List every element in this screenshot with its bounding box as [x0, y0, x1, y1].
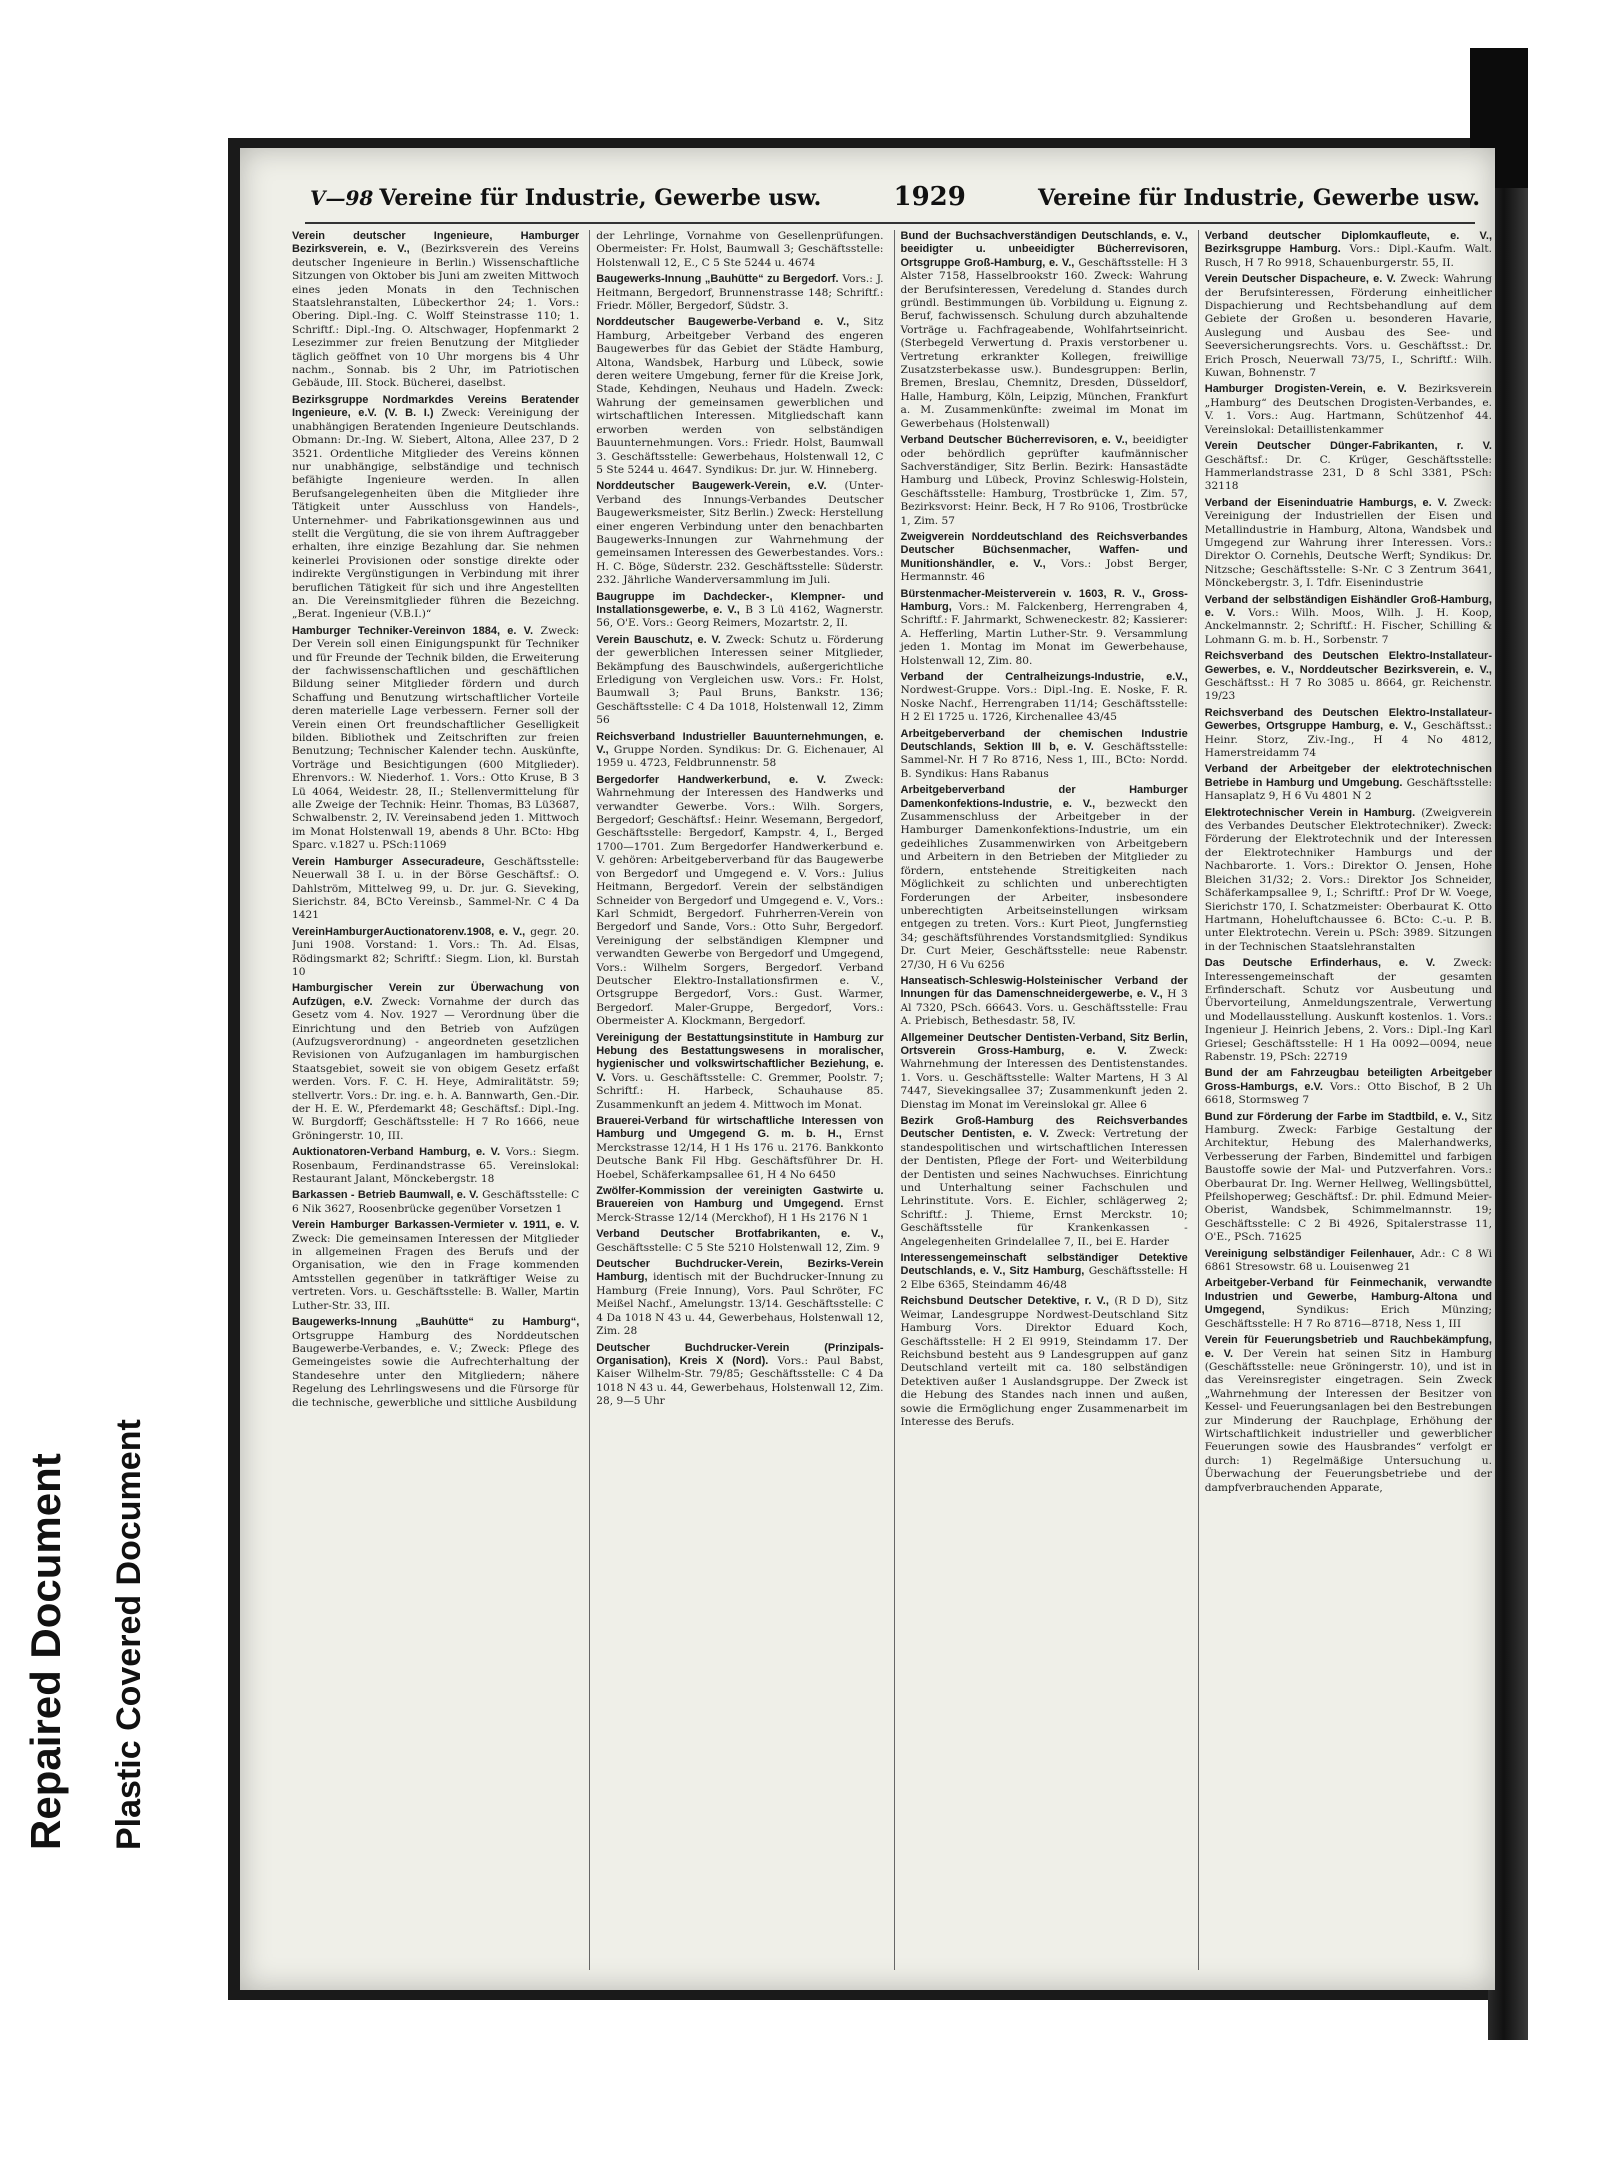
running-title-right: Vereine für Industrie, Gewerbe usw. [1038, 185, 1480, 211]
directory-entry [1205, 1248, 1492, 1275]
entry-title: Verband Deutscher Bücherrevisoren, e. V., [900, 434, 1128, 447]
directory-entry [901, 975, 1188, 1029]
entry-title: Verein Deutscher Dünger-Fabrikanten, r. V. [1204, 440, 1492, 453]
entry-body: Geschäftsstelle: Neuerwall 38 I. u. in der Börse Geschäftsf.: O. Dahlström, Mittelweg 99, u. Dr. jur. G. Sieveking, Sierichstr. 84, BCto Vereinsb., Sammel-Nr. C 4 Da 1421 [292, 855, 580, 922]
entry-body: B 3 Lü 4162, Wagnerstr. 56, O'E. Vors.: Georg Reimers, Mozartstr. 2, II. [596, 603, 884, 630]
entry-title: Norddeutscher Baugewerbe-Verband e. V., [596, 316, 850, 329]
entry-title: Norddeutscher Baugewerk-Verein, e.V. [596, 480, 827, 493]
entry-body: Vors.: J. Heitmann, Bergedorf, Brunnenstrasse 148; Schriftf.: Friedr. Möller, Bergedorf, Südstr. 3. [596, 273, 884, 313]
directory-entry [596, 774, 883, 1029]
directory-entry [596, 1115, 883, 1182]
entry-body: Geschäftsst.: H 7 Ro 3085 u. 8664, gr. Reichenstr. 19/23 [1204, 677, 1492, 703]
directory-entry [901, 1295, 1188, 1429]
directory-entry [1205, 1111, 1492, 1245]
column-3 [894, 230, 1188, 1970]
directory-entry [901, 531, 1188, 585]
entry-body: Geschäftsstelle: Hansaplatz 9, H 6 Vu 4801 N 2 [1204, 776, 1492, 803]
entry-body: H 3 Al 7320, PSch. 66643. Vors. u. Geschäftsstelle: Frau A. Priebisch, Bethesdastr. 58, IV. [900, 988, 1188, 1028]
entry-title: Deutscher Buchdrucker-Verein (Prinzipals-Organisation), Kreis X (Nord). [596, 1341, 884, 1367]
directory-entry [1205, 383, 1492, 437]
entry-title: Verband der Arbeitgeber der elektrotechnischen Betriebe in Hamburg und Umgebung. [1204, 763, 1492, 789]
entry-body: beeidigter oder behördlich geprüfter kaufmännischer Sachverständiger, Sitz Berlin. Bezirk: Hansastädte Hamburg und Lübeck, Provinz Schleswig-Holstein, Geschäftsstelle: Hamburg, Trostbrücke 1, Zim. 57, Bezirksvorst: Heinr. Beck, H 7 Ro 9106, Trostbrücke 1, Zim. 57 [900, 434, 1188, 527]
directory-entry [1205, 273, 1492, 380]
column-1 [292, 230, 579, 1970]
entry-title: Reichsverband des Deutschen Elektro-Installateur-Gewerbes, Ortsgruppe Hamburg, e. V., [1204, 706, 1492, 733]
directory-entry [901, 434, 1188, 528]
entry-title: Das Deutsche Erfinderhaus, e. V. [1204, 957, 1436, 970]
entry-title: Baugewerks-Innung „Bauhütte“ zu Bergedorf. [596, 273, 839, 286]
entry-body: Zweck: Vornahme der durch das Gesetz vom 4. Nov. 1927 — Verordnung über die Einrichtung und den Betrieb von Aufzügen (Aufzugsverordnung) - angeordneten gesetzlichen Revisionen von Aufzuganlagen im hamburgischen Staatsgebiet, soweit sie von obigem Gesetz erfaßt werden. Vors. F. C. H. Heye, Admiralitätstr. 59; stellvertr. Vors.: Dr. ing. e. h. A. Bannwarth, Gen.-Dir. der H. E. W., Pferdemarkt 48; Geschäftsf.: Dipl.-Ing. W. Burgdorff; Geschäftsstelle: H 7 Ro 1666, neue Gröningerstr. 10, III. [292, 995, 580, 1142]
entry-body: (Unter-Verband des Innungs-Verbandes Deutscher Baugewerksmeister, Sitz Berlin.) Zweck: Herstellung einer engeren Verbindung unter den benachbarten Baugewerks-Innungen zur Wahrnehmung der gemeinsamen Interessen des Gewerbestandes. Vors.: H. C. Böge, Süderstr. 232. Geschäftsstelle: Süderstr. 232. Jährliche Wanderversammlung im Juli. [596, 480, 884, 587]
entry-body: identisch mit der Buchdrucker-Innung zu Hamburg (Freie Innung), Vors. Paul Schröter, FC Meißel Nachf., Amelungstr. 13/14. Geschäftsstelle: C 4 Da 1018 N 43 u. 44, Gewerbehaus, Holstenwall 12, Zim. 28 [596, 1271, 884, 1338]
entry-title: Arbeitgeberverband der Hamburger Damenkonfektions-Industrie, e. V., [900, 784, 1188, 810]
entry-body: (Zweigverein des Verbandes Deutscher Elektrotechniker). Zweck: Förderung der Elektrotechnik und der Interessen der Elektrotechniker Hamburgs und der Nachbarorte. 1. Vors.: Direktor O. Jensen, Hohe Bleichen 31/32; 2. Vors.: Direktor Jos Schneider, Schäferkampsallee 9, I.; Schriftf.: Prof Dr W. Voege, Sierichstr 170, I. Schatzmeister: Oberbaurat K. Otto Hartmann, Hoheluftchaussee 6. BCto: C.-u. P. B. unter Elektrotechn. Verein u. PSch: 3989. Sitzungen in der Technischen Staatslehranstalten [1204, 806, 1492, 953]
entry-body: Zweck: Wahrung der Berufsinteressen, Förderung einheitlicher Dispachierung und Rechtsbehandlung auf dem Gebiete der Großen u. besonderen Havarie, Auslegung und Ausbau des See- und Seeversicherungsrechts. Vors. u. Geschäftsst.: Dr. Erich Prosch, Neuerwall 73/75, I., Schriftf.: Wilh. Kuwan, Bohnenstr. 7 [1204, 273, 1492, 380]
year-heading: 1929 [893, 182, 966, 212]
directory-entry [1205, 807, 1492, 954]
entry-title: Bezirk Groß-Hamburg des Reichsverbandes Deutscher Dentisten, e. V. [900, 1115, 1188, 1141]
entry-body: gegr. 20. Juni 1908. Vorstand: 1. Vors.: Th. Ad. Elsas, Rödingsmarkt 82; Schriftf.: Siegm. Lion, kl. Burstah 10 [292, 925, 580, 978]
entry-body: Der Verein hat seinen Sitz in Hamburg (Geschäftsstelle: neue Gröningerstr. 10), und ist in das Vereinsregister eingetragen. Sein Zweck „Wahrnehmung der Interessen der Besitzer von Kessel- und Feuerungsanlagen bei den Bestrebungen zur Minderung der Rauchplage, Erhöhung der Wirtschaftlichkeit industrieller und gewerblicher Feuerungen sowie des Hausbrandes“ verfolgt er durch: 1) Regelmäßige Untersuchung u. Überwachung der Feuerungsbetriebe und der dampfverbrauchenden Apparate, [1204, 1347, 1492, 1494]
entry-title: Arbeitgeberverband der chemischen Industrie Deutschlands, Sektion III b, e. V. [900, 727, 1188, 754]
directory-entry [596, 1342, 883, 1409]
entry-title: Deutscher Buchdrucker-Verein, Bezirks-Verein Hamburg, [596, 1258, 884, 1284]
entry-title: Allgemeiner Deutscher Dentisten-Verband, Sitz Berlin, Ortsverein Gross-Hamburg, e. V. [900, 1031, 1188, 1057]
entry-title: VereinHamburgerAuctionatorenv.1908, e. V., [292, 925, 526, 938]
directory-entry [596, 1258, 883, 1338]
entry-body: Vors.: Paul Babst, Kaiser Wilhelm-Str. 79/85; Geschäftsstelle: C 4 Da 1018 N 43 u. 44, Gewerbehaus, Holstenwall 12, Zim. 28, 9—5 Uhr [596, 1354, 884, 1408]
entry-title: Baugruppe im Dachdecker-, Klempner- und Installationsgewerbe, e. V., [596, 590, 884, 616]
entry-title: Bund der am Fahrzeugbau beteiligten Arbeitgeber Gross-Hamburgs, e.V. [1204, 1067, 1492, 1093]
entry-body: Geschäftsstelle: C 5 Ste 5210 Holstenwall 12, Zim. 9 [596, 1241, 880, 1254]
directory-entry [596, 634, 883, 728]
directory-entry [1205, 763, 1492, 803]
entry-body: Ernst Merckstrasse 12/14, H 1 Hs 176 u. 2176. Bankkonto Deutsche Bank Fil Hbg. Geschäftsführer Dr. H. Hoebel, Schäferkampsallee 61, H 4 No 6450 [596, 1128, 884, 1181]
entry-body: Zweck: Die gemeinsamen Interessen der Mitglieder in allgemeinen Fragen des Berufs und der Organisation, wie den in Frage kommenden Amtsstellen gegenüber in tatkräftiger Weise zu vertreten. Vors. u. Geschäftsstelle: B. Waller, Martin Luther-Str. 33, III. [292, 1232, 580, 1312]
entry-body: (R D D), Sitz Weimar, Landesgruppe Nordwest-Deutschland Sitz Hamburg Vors. Direktor Eduard Koch, Geschäftsstelle: H 2 El 9919, Steindamm 17. Der Reichsbund besteht aus 9 Landesgruppen auf ganz Deutschland verteilt mit ca. 180 selbständigen Detektiven außer 1 Auslandsgruppe. Der Zweck ist die Hebung des Standes nach innen und außen, sowie die Ermöglichung enger Zusammenarbeit im Interesse des Berufs. [900, 1295, 1188, 1428]
plastic-covered-stamp: Plastic Covered Document [110, 1419, 148, 1850]
entry-title: Bund der Buchsachverständigen Deutschlands, e. V., beeidigter u. unbeeidigter Bücherrevisoren, Ortsgruppe Groß-Hamburg, e. V., [900, 230, 1188, 269]
entry-title: Verband Deutscher Brotfabrikanten, e. V., [596, 1228, 884, 1241]
entry-body: Zweck: Der Verein soll einen Einigungspunkt für Techniker und für Freunde der Technik bilden, die Erweiterung der fachwissenschaftlichen und geschäftlichen Bildung seiner Mitglieder fördern und durch Schaffung und Benutzung wirtschaftlicher Vorteile deren materielle Lage verbessern. Ferner soll der Verein einen Ort freundschaftlicher Geselligkeit bilden. Bibliothek und Zeitschriften zur freien Benutzung; Technischer Kalender techn. Auskünfte, Vorträge und Besichtigungen (600 Mitglieder). Ehrenvors.: W. Niederhof. 1. Vors.: Otto Kruse, B 3 Lü 4064, Weidestr. 28, II.; Stellenvermittelung für alle Zweige der Technik: Heinr. Thomas, B3 Lü3687, Schwalbenstr. 2, IV. Vereinsabend jeden 1. Mittwoch im Monat Holstenwall 19, abends 8 Uhr. BCto: Hbg Sparc. v.1827 u. PSch:11069 [292, 624, 580, 852]
directory-entry [901, 1115, 1188, 1249]
entry-body: Zweck: Vertretung der standespolitischen und wirtschaftlichen Interessen der Dentisten, Pflege der Fort- und Weiterbildung der Dentisten und seines Nachwuchses. Einrichtung und Unterhaltung seiner Fachschulen und Lehrinstitute. Vors. E. Eichler, schlägerweg 2; Schriftf.: J. Thieme, Ernst Merckstr. 10; Geschäftsstelle für Krankenkassen - Angelegenheiten Grindelallee 7, II., bei E. Harder [900, 1128, 1188, 1248]
entry-title: Barkassen - Betrieb Baumwall, e. V. [292, 1189, 479, 1202]
directory-entry [596, 480, 883, 587]
entry-body: Ernst Merck-Strasse 12/14 (Merckhof), H 1 Hs 2176 N 1 [596, 1198, 884, 1224]
directory-entry [596, 316, 883, 477]
directory-entry [292, 982, 579, 1143]
entry-body: Nordwest-Gruppe. Vors.: Dipl.-Ing. E. Noske, F. R. Noske Nachf., Herrengraben 11/14; Geschäftsstelle: H 2 El 1725 u. 1726, Kirchenallee 43/45 [900, 684, 1188, 724]
entry-body: bezweckt den Zusammenschluss der Arbeitgeber in der Hamburger Damenkonfektions-Industrie, um ein gedeihliches Zusammenwirken von Arbeitgebern und Arbeitern in den Betrieben der Mitglieder zu fördern, entstehende Streitigkeiten nach Möglichkeit zu schlichten und unberechtigten Forderungen der Arbeiter, insbesondere unberechtigten Arbeitseinstellungen wirksam entgegen zu treten. Vors.: Kurt Pieot, Jungfernstieg 34; geschäftsführendes Vorstandsmitglied: Syndikus Dr. Curt Meier, Geschäftsstelle: neue Rabenstr. 27/30, H 6 Vu 6256 [900, 797, 1188, 971]
entry-body: Zweck: Schutz u. Förderung der gewerblichen Interessen seiner Mitglieder, Bekämpfung des Bauschwindels, außergerichtliche Erledigung von Vergleichen usw. Vors.: Fr. Holst, Baumwall 3; Paul Bruns, Bankstr. 136; Geschäftsstelle: C 4 Da 1018, Holstenwall 12, Zimm 56 [596, 633, 884, 727]
entry-title: Interessengemeinschaft selbständiger Detektive Deutschlands, e. V., Sitz Hamburg, [900, 1252, 1188, 1278]
entry-title: Verein Deutscher Dispacheure, e. V. [1204, 273, 1396, 286]
entry-title: Brauerei-Verband für wirtschaftliche Interessen von Hamburg und Umgegend G. m. b. H., [596, 1115, 884, 1141]
directory-entry [292, 230, 579, 391]
text-columns [292, 230, 1492, 1970]
directory-entry [901, 784, 1188, 972]
entry-body: Geschäftsstelle: C 6 Nik 3627, Roosenbrücke gegenüber Vorsetzen 1 [292, 1189, 580, 1215]
entry-title: Hanseatisch-Schleswig-Holsteinischer Verband der Innungen für das Damenschneidergewerbe, e. V., [900, 974, 1188, 1001]
entry-body: Syndikus: Erich Münzing; Geschäftsstelle: H 7 Ro 8716—8718, Ness 1, III [1204, 1304, 1492, 1330]
entry-title: Hamburger Drogisten-Verein, e. V. [1204, 383, 1407, 396]
directory-entry [901, 588, 1188, 668]
entry-title: Verband deutscher Diplomkaufleute, e. V., Bezirksgruppe Hamburg. [1204, 230, 1492, 256]
directory-entry [596, 1228, 883, 1255]
repaired-document-stamp: Repaired Document [22, 1453, 69, 1850]
directory-entry [596, 1032, 883, 1112]
directory-entry [901, 728, 1188, 782]
entry-body: Zweck: Interessengemeinschaft der gesamten Erfinderschaft. Schutz vor Ausbeutung und Übervorteilung, Anmeldungszentrale, Verwertung und Modellausstellung. Auskunft kostenlos. 1. Vors.: Ingenieur J. Heinrich Jebens, 2. Vors.: Dipl.-Ing Karl Griesel; Geschäftsstelle: H 1 Ha 0092—0094, neue Rabenstr. 19, PSch: 22719 [1204, 957, 1492, 1063]
entry-body: Vors.: Otto Bischof, B 2 Uh 6618, Stormsweg 7 [1204, 1080, 1492, 1107]
directory-entry [596, 591, 883, 631]
directory-entry [292, 1189, 579, 1216]
directory-entry [292, 625, 579, 853]
entry-body: Vors.: Jobst Berger, Hermannstr. 46 [900, 557, 1188, 584]
entry-title: Verband der Centralheizungs-Industrie, e.V., [900, 671, 1188, 683]
column-4 [1198, 230, 1492, 1970]
entry-body: der Lehrlinge, Vornahme von Gesellenprüfungen. Obermeister: Fr. Holst, Baumwall 3; Geschäftsstelle: Holstenwall 12, E., C 5 Ste 5244 u. 4674 [596, 230, 884, 269]
entry-title: Hamburgischer Verein zur Überwachung von Aufzügen, e.V. [292, 982, 580, 1008]
directory-entry [1205, 650, 1492, 704]
column-2 [589, 230, 883, 1970]
entry-title: Zweigverein Norddeutschland des Reichsverbandes Deutscher Büchsenmacher, Waffen- und Munitionshändler, e. V., [900, 530, 1188, 570]
directory-entry [596, 731, 883, 771]
entry-title: Vereinigung selbständiger Feilenhauer, [1204, 1247, 1415, 1260]
entry-title: Bezirksgruppe Nordmarkdes Vereins Beratender Ingenieure, e.V. (V. B. I.) [292, 393, 580, 420]
entry-title: Verband der Eiseninduatrie Hamburgs, e. V. [1204, 496, 1448, 509]
entry-title: Bürstenmacher-Meisterverein v. 1603, R. V., Gross-Hamburg, [900, 587, 1188, 613]
entry-title: Baugewerks-Innung „Bauhütte“ zu Hamburg“, [292, 1316, 580, 1329]
entry-title: Bund zur Förderung der Farbe im Stadtbild, e. V., [1204, 1110, 1468, 1123]
entry-title: Verein Bauschutz, e. V. [596, 633, 721, 646]
directory-entry [292, 1316, 579, 1410]
entry-title: Reichsverband des Deutschen Elektro-Installateur-Gewerbes, e. V., Norddeutscher Bezirksverein, e. V., [1204, 650, 1492, 676]
entry-body: Geschäftsf.: Dr. C. Krüger, Geschäftsstelle: Hammerlandstrasse 231, D 8 Schl 3381, PSch: 32118 [1204, 453, 1492, 493]
directory-entry [596, 230, 883, 270]
header-rule [305, 222, 1475, 224]
entry-title: Elektrotechnischer Verein in Hamburg. [1204, 806, 1416, 819]
directory-entry [1205, 707, 1492, 761]
entry-body: Zweck: Vereinigung der Industriellen der Eisen und Metallindustrie in Hamburg, Altona, Wandsbek und Umgegend zur Wahrung ihrer Interessen. Vors.: Direktor O. Cornehls, Deutsche Werft; Syndikus: Dr. Nitzsche; Geschäftsstelle: S-Nr. C 3 Zentrum 3641, Mönckebergstr. 3, I. Tdfr. Eisenindustrie [1204, 496, 1492, 590]
entry-title: Verein Hamburger Assecuradeure, [292, 855, 485, 868]
directory-entry [1205, 1334, 1492, 1495]
entry-body: Bezirksverein „Hamburg“ des Deutschen Drogisten-Verbandes, e. V. 1. Vors.: Aug. Hartmann, Schützenhof 44. Vereinslokal: Detaillistenkammer [1204, 383, 1492, 436]
page-number: V—98 [310, 186, 374, 210]
entry-body: Vors.: Wilh. Moos, Wilh. J. H. Koop, Anckelmannstr. 2; Schriftf.: H. Fischer, Schilling & Lohmann G. m. b. H., Sorbenstr. 7 [1204, 606, 1492, 646]
entry-title: Hamburger Techniker-Vereinvon 1884, e. V. [292, 624, 534, 637]
directory-entry [1205, 1067, 1492, 1107]
entry-body: Geschäftsstelle: H 3 Alster 7158, Hasselbrookstr 160. Zweck: Wahrung der Berufsinteressen, Veredelung d. Standes durch gründl. Bestimmungen üb. Vorbildung u. Eignung z. Beruf, fachwissensch. Schulung durch abzuhaltende Vorträge u. Fachfrageabende, Wohlfahrtseinricht. (Sterbegeld Verwertung d. Praxis verstorbener u. Vertretung erkrankter Kollegen, freiwillige Zusatzsterbekasse usw.). Bundesgruppen: Berlin, Bremen, Breslau, Chemnitz, Dresden, Düsseldorf, Halle, Hamburg, Köln, Leipzig, München, Frankfurt a. M. Zusammenkünfte: zweimal im Monat im Gewerbehaus (Holstenwall) [900, 256, 1188, 430]
entry-body: Zweck: Wahrnehmung der Interessen des Dentistenstandes. 1. Vors. u. Geschäftsstelle: Walter Martens, H 3 Al 7447, Sievekingsallee 37; Zusammenkunft jeden 2. Dienstag im Monat im Vereinslokal gr. Allee 6 [900, 1044, 1188, 1111]
entry-title: Reichsverband Industrieller Bauunternehmungen, e. V., [596, 730, 884, 757]
directory-entry [1205, 1277, 1492, 1331]
directory-entry [901, 1252, 1188, 1292]
directory-entry [1205, 440, 1492, 494]
entry-body: Geschäftsst.: Heinr. Storz, Ziv.-Ing., H 4 No 4812, Hamerstreidamm 74 [1204, 720, 1492, 760]
entry-title: Zwölfer-Kommission der vereinigten Gastwirte u. Brauereien von Hamburg und Umgegend. [596, 1185, 884, 1211]
entry-title: Verein Hamburger Barkassen-Vermieter v. 1911, e. V. [292, 1219, 580, 1232]
directory-entry [1205, 230, 1492, 270]
directory-entry [901, 671, 1188, 725]
entry-title: Verein für Feuerungsbetrieb und Rauchbekämpfung, e. V. [1204, 1334, 1492, 1360]
directory-entry [1205, 957, 1492, 1064]
directory-entry [901, 1032, 1188, 1112]
directory-entry [596, 273, 883, 313]
entry-body: Gruppe Norden. Syndikus: Dr. G. Eichenauer, Al 1959 u. 4723, Feldbrunnenstr. 58 [596, 744, 884, 770]
entry-body: Vors.: Dipl.-Kaufm. Walt. Rusch, H 7 Ro 9918, Schauenburgerstr. 55, II. [1204, 243, 1492, 269]
entry-body: Zweck: Vereinigung der unabhängigen Beratenden Ingenieure Deutschlands. Obmann: Dr.-Ing. W. Siebert, Altona, Allee 237, D 2 3521. Ordentliche Mitglieder des Vereins können nur unabhängige, selbständige und technisch befähigte Ingenieure werden. In allen Berufsangelegenheiten üben die Mitglieder ihre Tätigkeit unter Ausschluss von Handels-, Unternehmer- und Fabrikationsgewinnen aus und stellt die Vergütung, die sie von ihrem Auftraggeber erhalten, ihre einzige Bezahlung dar. Sie nehmen keinerlei Provisionen oder sonstige direkte oder indirekte Vergünstigungen in Verbindung mit ihrer beruflichen Tätigkeit für sich und ihre Angestellten an. Die Vereinsmitglieder führen die Bezeichng. „Berat. Ingenieur (V.B.I.)“ [292, 407, 580, 621]
directory-entry [596, 1185, 883, 1225]
entry-title: Auktionatoren-Verband Hamburg, e. V. [292, 1146, 501, 1159]
directory-entry [292, 394, 579, 622]
entry-body: Vors.: Siegm. Rosenbaum, Ferdinandstrasse 65. Vereinslokal: Restaurant Jalant, Mönckebergstr. 18 [292, 1146, 580, 1186]
directory-entry [901, 230, 1188, 431]
entry-body: Zweck: Wahrnehmung der Interessen des Handwerks und verwandter Gewerbe. Vors.: Wilh. Sorgers, Bergedorf; Geschäftsf.: Heinr. Wesemann, Bergedorf, Geschäftsstelle: Bergedorf, Kampstr. 4, I., Berged 1700—1701. Zum Bergedorfer Handwerkerbund e. V. gehören: Arbeitgeberverband für das Baugewerbe von Bergedorf und Umgegend e. V. Vors.: Julius Heitmann, Bergedorf. Verein der selbständigen Schneider von Bergedorf und Umgegend e. V., Vors.: Karl Schmidt, Bergedorf. Fuhrherren-Verein von Bergedorf und Sande, Vors.: Otto Suhr, Bergedorf. Vereinigung der selbständigen Klempner und verwandten Gewerbe von Bergedorf und Umgegend, Vors.: Wilhelm Sorgers, Bergedorf. Verband Deutscher Elektro-Installationsfirmen e. V., Ortsgruppe Bergedorf, Vors.: Gust. Warmer, Bergedorf. Maler-Gruppe, Bergedorf, Vors.: Obermeister A. Klockmann, Bergedorf. [596, 773, 884, 1028]
entry-body: Geschäftsstelle: H 2 Elbe 6365, Steindamm 46/48 [900, 1265, 1188, 1291]
directory-entry [292, 856, 579, 923]
entry-title: Reichsbund Deutscher Detektive, r. V., [900, 1295, 1109, 1308]
entry-body: Vors. u. Geschäftsstelle: C. Gremmer, Poolstr. 7; Schriftf.: H. Harbeck, Schauhause 85. Zusammenkunft an jedem 4. Mittwoch im Monat. [596, 1071, 884, 1111]
directory-entry [292, 1146, 579, 1186]
entry-body: Vors.: M. Falckenberg, Herrengraben 4, Schriftf.: F. Jahrmarkt, Schweneckestr. 82; Kassierer: A. Hefferling, Martin Luther-Str. 9. Versammlung jeden 1. Montag im Monat im Gewerbehause, Holstenwall 12, Zim. 80. [900, 600, 1188, 667]
directory-entry [292, 1219, 579, 1313]
entry-title: Verein deutscher Ingenieure, Hamburger Bezirksverein, e. V., [292, 230, 580, 256]
entry-body: Sitz Hamburg. Zweck: Farbige Gestaltung der Architektur, Hebung des Malerhandwerks, Verbesserung der Farben, Bindemittel und farbigen Baustoffe sowie der Mal- und Putzverfahren. Vors.: Oberbaurat Dr. Ing. Werner Hellweg, Wellingsbüttel, Pfeilshoperweg; Geschäftsf.: Dr. phil. Edmund Meier-Oberist, Wandsbek, Schimmelmannstr. 19; Geschäftsstelle: C 2 Bi 4926, Spitalerstrasse 11, O'E., PSch. 71625 [1204, 1110, 1492, 1244]
directory-entry [292, 926, 579, 980]
entry-body: Geschäftsstelle: Sammel-Nr. H 7 Ro 8716, Ness 1, III., BCto: Nordd. B. Syndikus: Hans Rabanus [900, 741, 1188, 780]
directory-entry [1205, 497, 1492, 591]
entry-body: Adr.: C 8 Wi 6861 Stresowstr. 68 u. Louisenweg 21 [1204, 1247, 1492, 1274]
entry-title: Arbeitgeber-Verband für Feinmechanik, verwandte Industrien und Gewerbe, Hamburg-Altona und Umgegend, [1204, 1277, 1492, 1317]
directory-entry [1205, 594, 1492, 648]
entry-title: Vereinigung der Bestattungsinstitute in Hamburg zur Hebung des Bestattungswesens in moralischer, hygienischer und volkswirtschaftlicher Beziehung, e. V. [596, 1031, 884, 1084]
entry-body: Ortsgruppe Hamburg des Norddeutschen Baugewerbe-Verbandes, e. V.; Zweck: Pflege des Gemeingeistes sowie die Aufrechterhaltung der Standesehre unter den Mitgliedern; nähere Regelung des Lehrlingswesens und die Fürsorge für die technische, gewerbliche und sittliche Ausbildung [292, 1329, 580, 1409]
page-header [310, 182, 1480, 218]
entry-title: Verband der selbständigen Eishändler Groß-Hamburg, e. V. [1204, 593, 1492, 619]
entry-body: Sitz Hamburg, Arbeitgeber Verband des engeren Baugewerbes für das Gebiet der Städte Hamburg, Altona, Wandsbek, Harburg und Lübeck, sowie deren weitere Umgebung, ferner für die Kreise Jork, Stade, Kehdingen, Neuhaus und Hadeln. Zweck: Wahrung der gemeinsamen gewerblichen und wirtschaftlichen Interessen. Mitgliedschaft kann erworben werden von selbständigen Bauunternehmungen. Vors.: Friedr. Holst, Baumwall 3. Geschäftsstelle: Gewerbehaus, Holstenwall 12, C 5 Ste 5244 u. 4647. Syndikus: Dr. jur. W. Hinneberg. [596, 316, 884, 476]
entry-body: (Bezirksverein des Vereins deutscher Ingenieure in Berlin.) Wissenschaftliche Sitzungen von Oktober bis Juni am zweiten Mittwoch eines jeden Monats in den Technischen Staatslehranstalten, Lübeckerthor 24; 1. Vors.: Obering. Dipl.-Ing. C. Wolff Steinstrasse 110; 1. Schriftf.: Dipl.-Ing. O. Altschwager, Hopfenmarkt 2 Lesezimmer zur freien Benutzung der Mitglieder täglich geöffnet von 10 Uhr morgens bis 4 Uhr nachm., Sonnab. bis 2 Uhr, im Patriotischen Gebäude, III. Stock. Bücherei, daselbst. [292, 243, 580, 390]
entry-title: Bergedorfer Handwerkerbund, e. V. [596, 773, 827, 786]
running-title-left: Vereine für Industrie, Gewerbe usw. [379, 185, 822, 211]
